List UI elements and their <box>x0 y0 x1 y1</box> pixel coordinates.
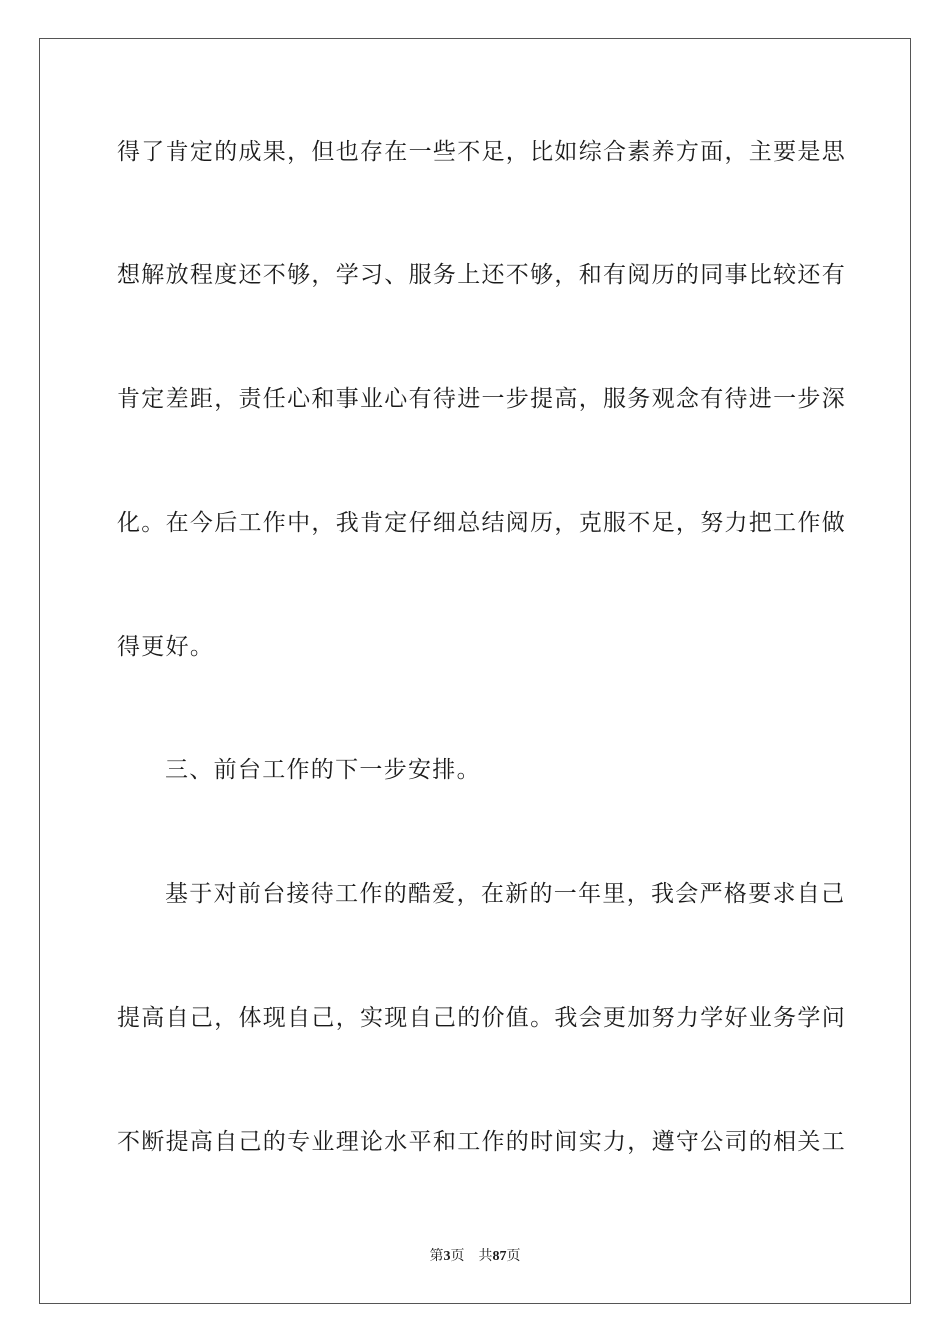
body-text-line-8: 不断提高自己的专业理论水平和工作的时间实力，遵守公司的相关工 <box>117 1129 846 1155</box>
page-border <box>39 38 911 1304</box>
page-number: 3 <box>443 1249 451 1264</box>
page-prefix: 第 <box>429 1248 444 1264</box>
body-text-line-6: 基于对前台接待工作的酷爱，在新的一年里，我会严格要求自己 <box>165 881 846 907</box>
total-prefix: 共 <box>478 1248 493 1264</box>
body-text-line-1: 得了肯定的成果，但也存在一些不足，比如综合素养方面，主要是思 <box>117 139 846 165</box>
page-suffix: 页 <box>450 1248 465 1264</box>
body-text-line-7: 提高自己，体现自己，实现自己的价值。我会更加努力学好业务学问 <box>117 1005 846 1031</box>
body-text-line-2: 想解放程度还不够，学习、服务上还不够，和有阅历的同事比较还有 <box>117 262 846 288</box>
body-text-line-3: 肯定差距，责任心和事业心有待进一步提高，服务观念有待进一步深 <box>117 386 846 412</box>
body-text-line-4: 化。在今后工作中，我肯定仔细总结阅历，克服不足，努力把工作做 <box>117 510 846 536</box>
total-pages: 87 <box>492 1249 507 1264</box>
section-heading: 三、前台工作的下一步安排。 <box>165 757 481 783</box>
total-suffix: 页 <box>506 1248 521 1264</box>
body-text-line-5: 得更好。 <box>117 634 215 660</box>
page-footer <box>0 1246 950 1267</box>
